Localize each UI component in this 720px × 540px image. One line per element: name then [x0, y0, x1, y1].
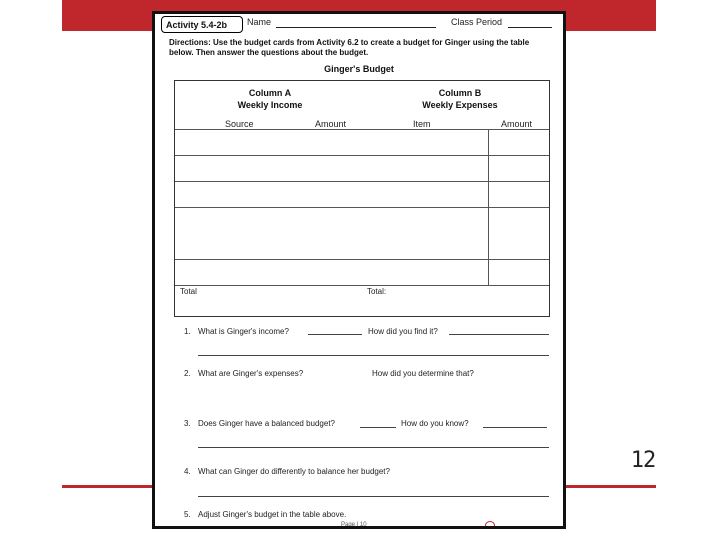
answer-blank: [449, 334, 549, 335]
question-3: 3. Does Ginger have a balanced budget?: [184, 419, 335, 428]
table-column-line: [488, 129, 489, 286]
column-b-subtitle: Weekly Expenses: [422, 100, 498, 110]
answer-blank: [483, 427, 547, 428]
answer-line: [198, 447, 549, 448]
name-blank: [276, 27, 436, 28]
header-item: Item: [413, 119, 431, 129]
answer-blank: [308, 334, 362, 335]
directions-text: Directions: Use the budget cards from Activity 6.2 to create a budget for Ginger using the table below. Then answer the questions about the budget.: [169, 38, 530, 57]
question-1-follow: How did you find it?: [368, 327, 438, 336]
question-4-text: What can Ginger do differently to balance her budget?: [198, 467, 390, 476]
column-a-title: Column A: [248, 88, 292, 98]
question-4: 4. What can Ginger do differently to balance her budget?: [184, 467, 390, 476]
answer-line: [198, 355, 549, 356]
column-b-header: [400, 87, 520, 111]
question-5-text: Adjust Ginger's budget in the table above.: [198, 510, 347, 519]
class-period-blank: [508, 27, 552, 28]
column-a-header: [215, 87, 325, 111]
budget-table: [174, 80, 550, 317]
question-2-follow: How did you determine that?: [372, 369, 474, 378]
name-label: Name: [247, 17, 272, 27]
worksheet-image: [152, 11, 566, 529]
answer-blank: [360, 427, 396, 428]
question-3-follow: How do you know?: [401, 419, 469, 428]
total-expense-label: Total:: [367, 287, 387, 296]
question-2-text: What are Ginger's expenses?: [198, 369, 304, 378]
column-a-subtitle: Weekly Income: [237, 100, 303, 110]
slide-number: 12: [630, 448, 656, 473]
question-1-text: What is Ginger's income?: [198, 327, 289, 336]
table-row-line: [175, 285, 549, 286]
answer-line: [198, 496, 549, 497]
table-row-line: [175, 259, 549, 260]
footer-logo-mark: [485, 521, 495, 529]
total-income-label: Total: [180, 287, 197, 296]
activity-label: Activity 5.4-2b: [161, 16, 243, 33]
header-source: Source: [225, 119, 254, 129]
question-5: 5. Adjust Ginger's budget in the table above.: [184, 510, 347, 519]
question-1: 1. What is Ginger's income?: [184, 327, 289, 336]
column-b-title: Column B: [438, 88, 482, 98]
page-footer: Page | 10: [341, 522, 367, 528]
class-period-label: Class Period: [451, 17, 503, 27]
question-3-text: Does Ginger have a balanced budget?: [198, 419, 335, 428]
header-amount-expense: Amount: [501, 119, 533, 129]
header-amount-income: Amount: [315, 119, 347, 129]
table-row-line: [175, 207, 549, 208]
table-row-line: [175, 129, 549, 130]
table-row-line: [175, 155, 549, 156]
table-row-line: [175, 181, 549, 182]
question-2: 2. What are Ginger's expenses?: [184, 369, 304, 378]
budget-title: Ginger's Budget: [324, 64, 394, 74]
